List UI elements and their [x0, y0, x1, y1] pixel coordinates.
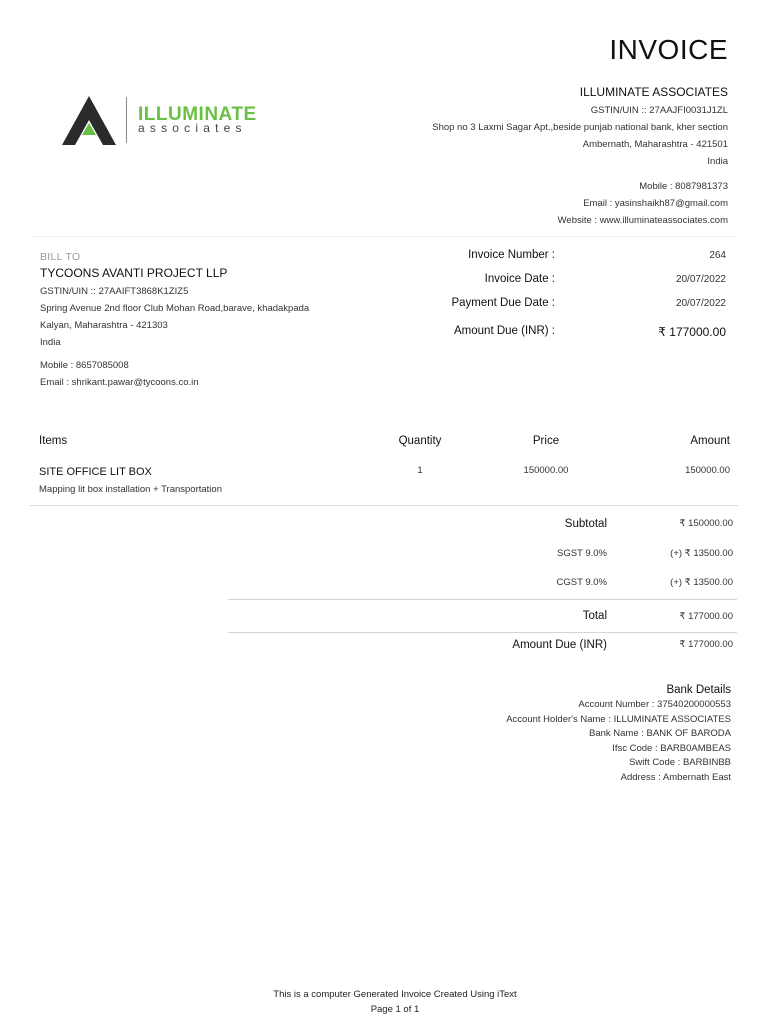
cgst-value: (+) ₹ 13500.00	[670, 577, 733, 588]
items-header: Items	[39, 435, 68, 447]
bill-to-section	[40, 251, 370, 391]
company-gstin: GSTIN/UIN :: 27AAJFI0031J1ZL	[590, 105, 728, 116]
client-name: TYCOONS AVANTI PROJECT LLP	[40, 266, 228, 280]
company-email: Email : yasinshaikh87@gmail.com	[583, 198, 728, 209]
client-email: Email : shrikant.pawar@tycoons.co.in	[40, 377, 199, 388]
bill-to-label: BILL TO	[40, 251, 81, 263]
bank-address: Address : Ambernath East	[620, 771, 731, 783]
bank-details	[411, 684, 731, 785]
company-website: Website : www.illuminateassociates.com	[557, 215, 728, 226]
total-label: Total	[582, 610, 607, 622]
amount-due-label: Amount Due (INR) :	[454, 325, 555, 337]
company-name: ILLUMINATE ASSOCIATES	[579, 85, 728, 99]
invoice-number-value: 264	[709, 250, 726, 261]
client-country: India	[40, 337, 61, 348]
bank-swift: Swift Code : BARBINBB	[629, 757, 731, 768]
bank-account-holder: Account Holder's Name : ILLUMINATE ASSOCIATES	[506, 713, 731, 725]
logo-word-associates: associates	[138, 121, 247, 135]
client-gstin: GSTIN/UIN :: 27AAIFT3868K1ZIZ5	[40, 286, 189, 297]
item-quantity: 1	[417, 465, 423, 476]
item-name: SITE OFFICE LIT BOX	[39, 466, 152, 478]
price-header: Price	[532, 435, 560, 447]
invoice-title: INVOICE	[609, 34, 728, 65]
subtotal-value: ₹ 150000.00	[679, 518, 733, 529]
invoice-date-label: Invoice Date :	[484, 273, 555, 285]
amount-header: Amount	[690, 435, 730, 447]
due-date-value: 20/07/2022	[675, 298, 726, 309]
totals-divider-1	[228, 599, 737, 600]
page-number: Page 1 of 1	[370, 1004, 420, 1015]
bank-name: Bank Name : BANK OF BARODA	[588, 728, 731, 739]
invoice-number-label: Invoice Number :	[468, 249, 555, 261]
company-details	[348, 85, 728, 229]
final-amount-due-label: Amount Due (INR)	[512, 639, 607, 651]
item-description: Mapping lit box installation + Transportation	[39, 484, 222, 495]
due-date-label: Payment Due Date :	[451, 297, 555, 309]
header-divider	[30, 236, 738, 237]
totals-divider-2	[228, 632, 737, 633]
sgst-label: SGST 9.0%	[557, 548, 607, 559]
quantity-header: Quantity	[398, 435, 442, 447]
item-price: 150000.00	[523, 465, 569, 476]
footer-note: This is a computer Generated Invoice Created Using iText	[273, 989, 517, 1000]
item-amount: 150000.00	[685, 465, 730, 476]
company-address-line-2: Ambernath, Maharashtra - 421501	[582, 139, 728, 150]
logo-mark	[62, 96, 116, 145]
bank-account-number: Account Number : 37540200000553	[578, 699, 731, 710]
sgst-value: (+) ₹ 13500.00	[670, 548, 733, 559]
client-address-line-2: Kalyan, Maharashtra - 421303	[40, 320, 168, 331]
company-mobile: Mobile : 8087981373	[639, 181, 728, 192]
cgst-label: CGST 9.0%	[556, 577, 607, 588]
logo-divider	[126, 97, 127, 143]
bank-details-title: Bank Details	[666, 684, 731, 696]
client-address-line-1: Spring Avenue 2nd floor Club Mohan Road,barave, khadakpada	[40, 303, 310, 314]
final-amount-due-value: ₹ 177000.00	[679, 639, 733, 650]
bank-ifsc: Ifsc Code : BARB0AMBEAS	[612, 742, 731, 754]
logo-word-illuminate: ILLUMINATE	[138, 104, 257, 125]
items-divider	[30, 505, 738, 506]
invoice-date-value: 20/07/2022	[675, 274, 726, 285]
company-address-line-1: Shop no 3 Laxmi Sagar Apt.,beside punjab national bank, kher section	[432, 122, 728, 133]
total-value: ₹ 177000.00	[679, 611, 733, 622]
subtotal-label: Subtotal	[564, 518, 607, 530]
client-mobile: Mobile : 8657085008	[40, 360, 129, 371]
amount-due-value: ₹ 177000.00	[658, 325, 726, 339]
company-country: India	[707, 156, 728, 167]
